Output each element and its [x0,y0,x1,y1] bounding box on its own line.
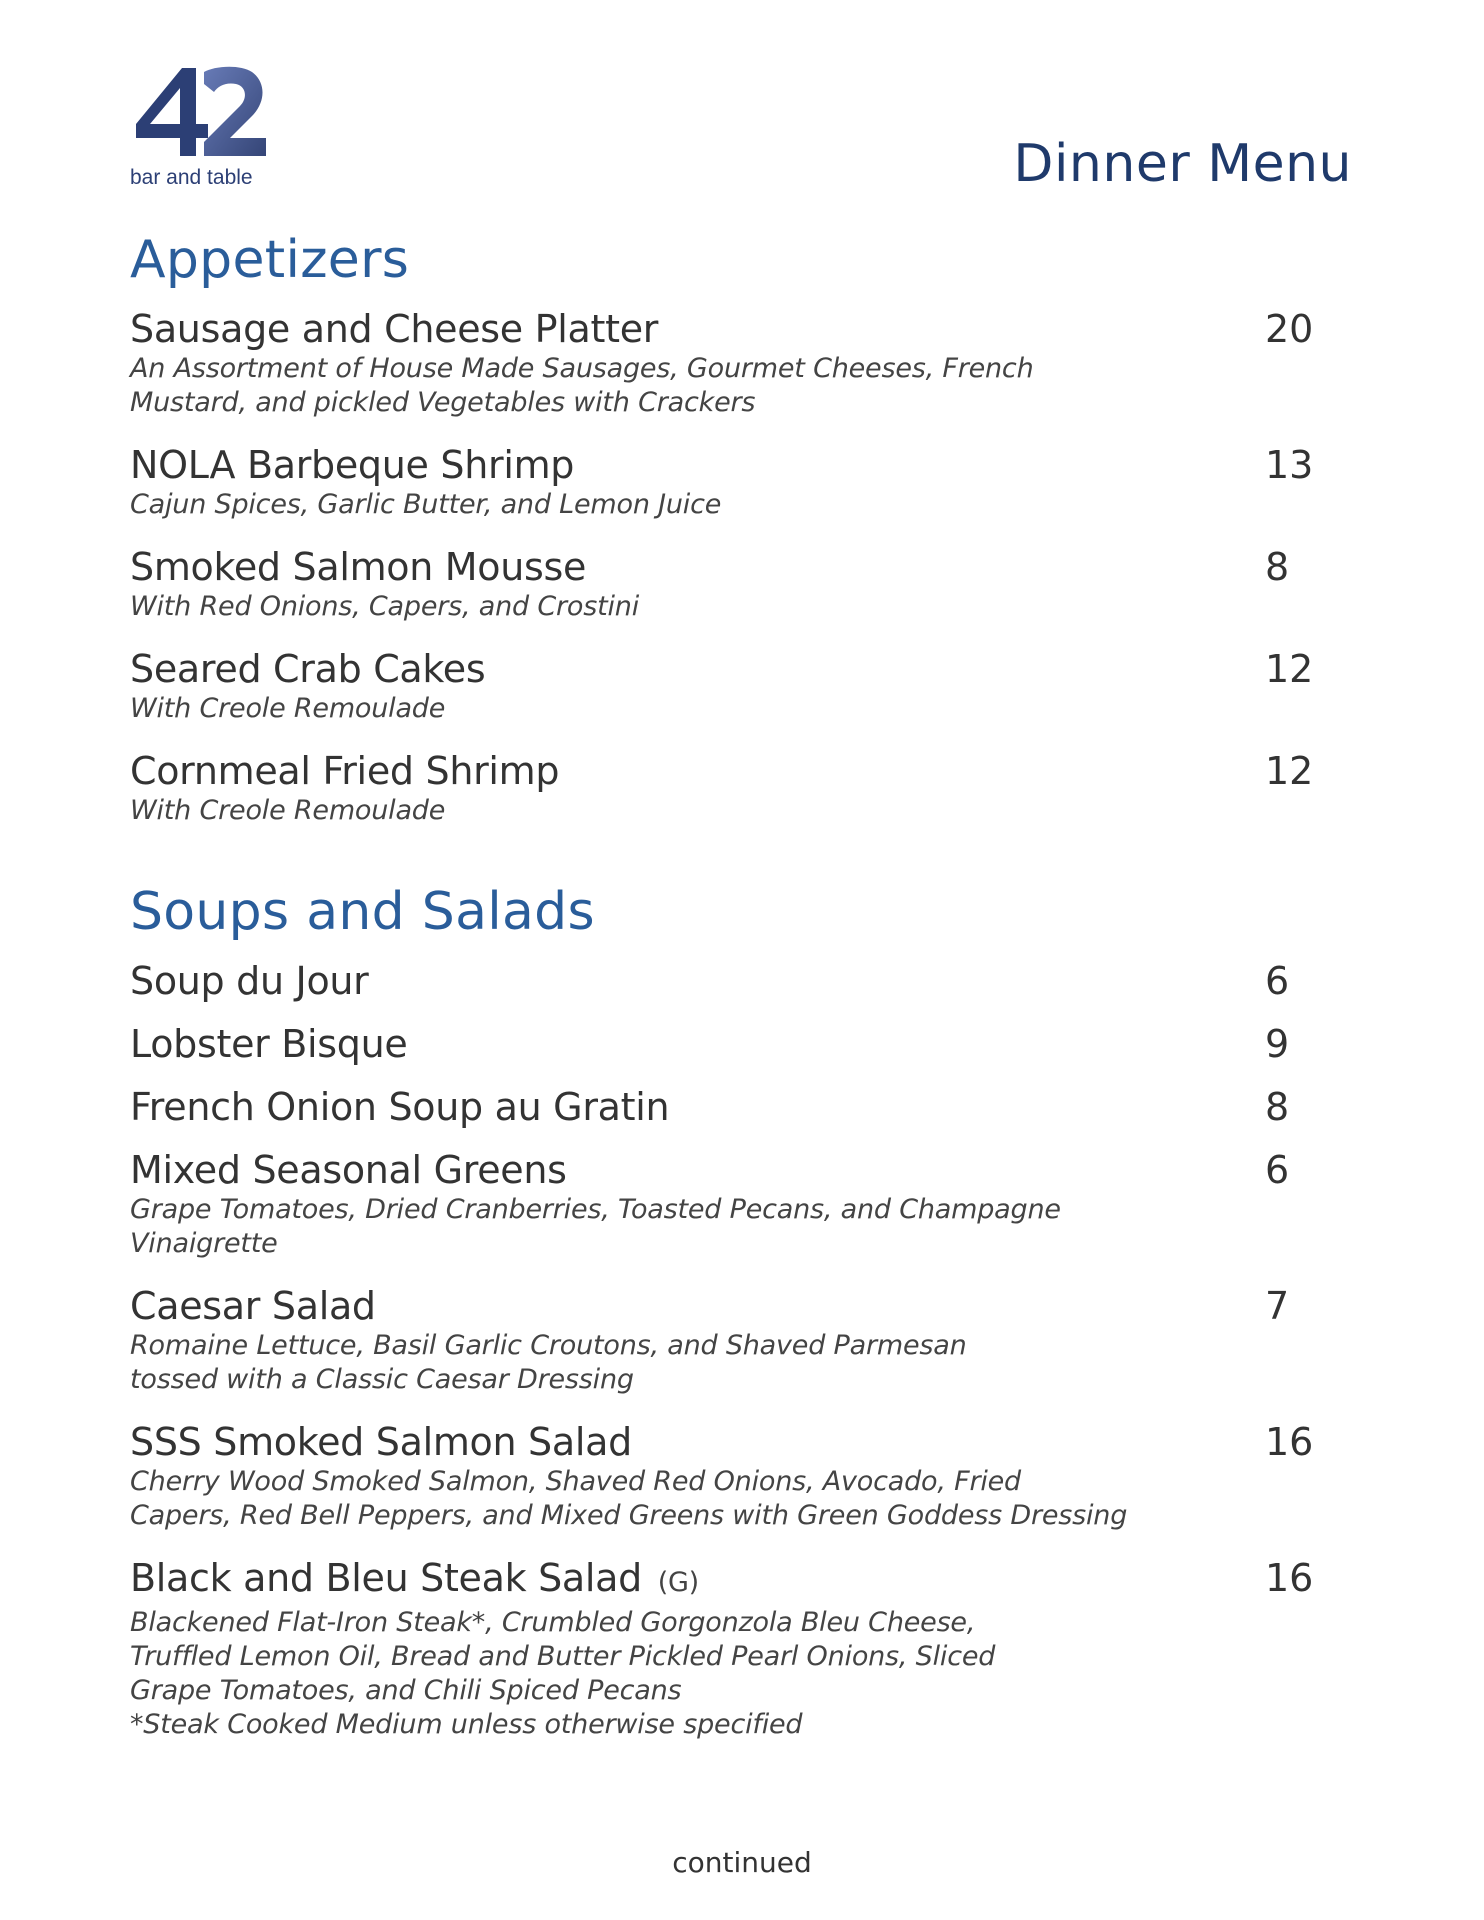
item-description: Capers, Red Bell Peppers, and Mixed Greens with Green Goddess Dressing [130,1500,1128,1531]
item-description: tossed with a Classic Caesar Dressing [130,1364,634,1395]
item-description: Grape Tomatoes, Dried Cranberries, Toasted Pecans, and Champagne [130,1194,1061,1225]
menu-item [130,1084,1360,1130]
gluten-note: (G) [657,1567,699,1598]
item-description: With Red Onions, Capers, and Crostini [130,591,640,622]
menu-item [130,1555,1360,1742]
item-description: Cajun Spices, Garlic Butter, and Lemon Juice [130,489,722,520]
item-price: 9 [1265,1022,1290,1066]
item-name: SSS Smoked Salmon Salad [130,1420,632,1464]
item-price: 16 [1265,1420,1314,1464]
menu-item [130,306,1360,420]
item-name: NOLA Barbeque Shrimp [130,443,575,487]
restaurant-logo [130,64,280,190]
menu-item [130,748,1360,828]
item-description: Truffled Lemon Oil, Bread and Butter Pickled Pearl Onions, Sliced [130,1641,996,1672]
item-description: Grape Tomatoes, and Chili Spiced Pecans [130,1675,682,1706]
menu-item [130,646,1360,726]
section-heading-appetizers: Appetizers [130,230,410,290]
item-description: Cherry Wood Smoked Salmon, Shaved Red Onions, Avocado, Fried [130,1466,1021,1497]
menu-content [130,228,1360,1742]
logo-42-mark [130,64,270,160]
item-name: Mixed Seasonal Greens [130,1148,567,1192]
item-price: 16 [1265,1556,1314,1600]
item-name: Lobster Bisque [130,1022,408,1066]
item-name-text: Black and Bleu Steak Salad [130,1556,642,1600]
item-price: 13 [1265,443,1314,487]
item-description: Vinaigrette [130,1228,278,1259]
menu-item [130,1021,1360,1067]
item-name: Cornmeal Fried Shrimp [130,749,560,793]
menu-item [130,544,1360,624]
item-name [130,1555,1360,1606]
item-name: Smoked Salmon Mousse [130,545,587,589]
menu-item [130,1147,1360,1261]
item-price: 8 [1265,1085,1290,1129]
item-price: 7 [1265,1284,1290,1328]
menu-title: Dinner Menu [1013,134,1352,194]
item-price: 12 [1265,647,1314,691]
item-name: Caesar Salad [130,1284,376,1328]
item-price: 6 [1265,959,1290,1003]
item-description: An Assortment of House Made Sausages, Gourmet Cheeses, French [130,353,1034,384]
menu-item [130,442,1360,522]
item-name: Soup du Jour [130,959,369,1003]
item-name: Seared Crab Cakes [130,647,486,691]
menu-item [130,1283,1360,1397]
menu-item [130,958,1360,1004]
item-name: Sausage and Cheese Platter [130,307,659,351]
item-price: 12 [1265,749,1314,793]
item-description: Blackened Flat-Iron Steak*, Crumbled Gorgonzola Bleu Cheese, [130,1607,976,1638]
item-price: 6 [1265,1148,1290,1192]
item-description: With Creole Remoulade [130,795,446,826]
item-description: Mustard, and pickled Vegetables with Crackers [130,387,756,418]
continued-label: continued [672,1846,812,1879]
item-description: With Creole Remoulade [130,693,446,724]
item-description: Romaine Lettuce, Basil Garlic Croutons, and Shaved Parmesan [130,1330,967,1361]
section-heading-soups-salads: Soups and Salads [130,882,595,942]
item-description: *Steak Cooked Medium unless otherwise specified [130,1709,803,1740]
item-name: French Onion Soup au Gratin [130,1085,670,1129]
menu-item [130,1419,1360,1533]
item-price: 20 [1265,307,1314,351]
item-price: 8 [1265,545,1290,589]
logo-tagline: bar and table [130,166,253,189]
